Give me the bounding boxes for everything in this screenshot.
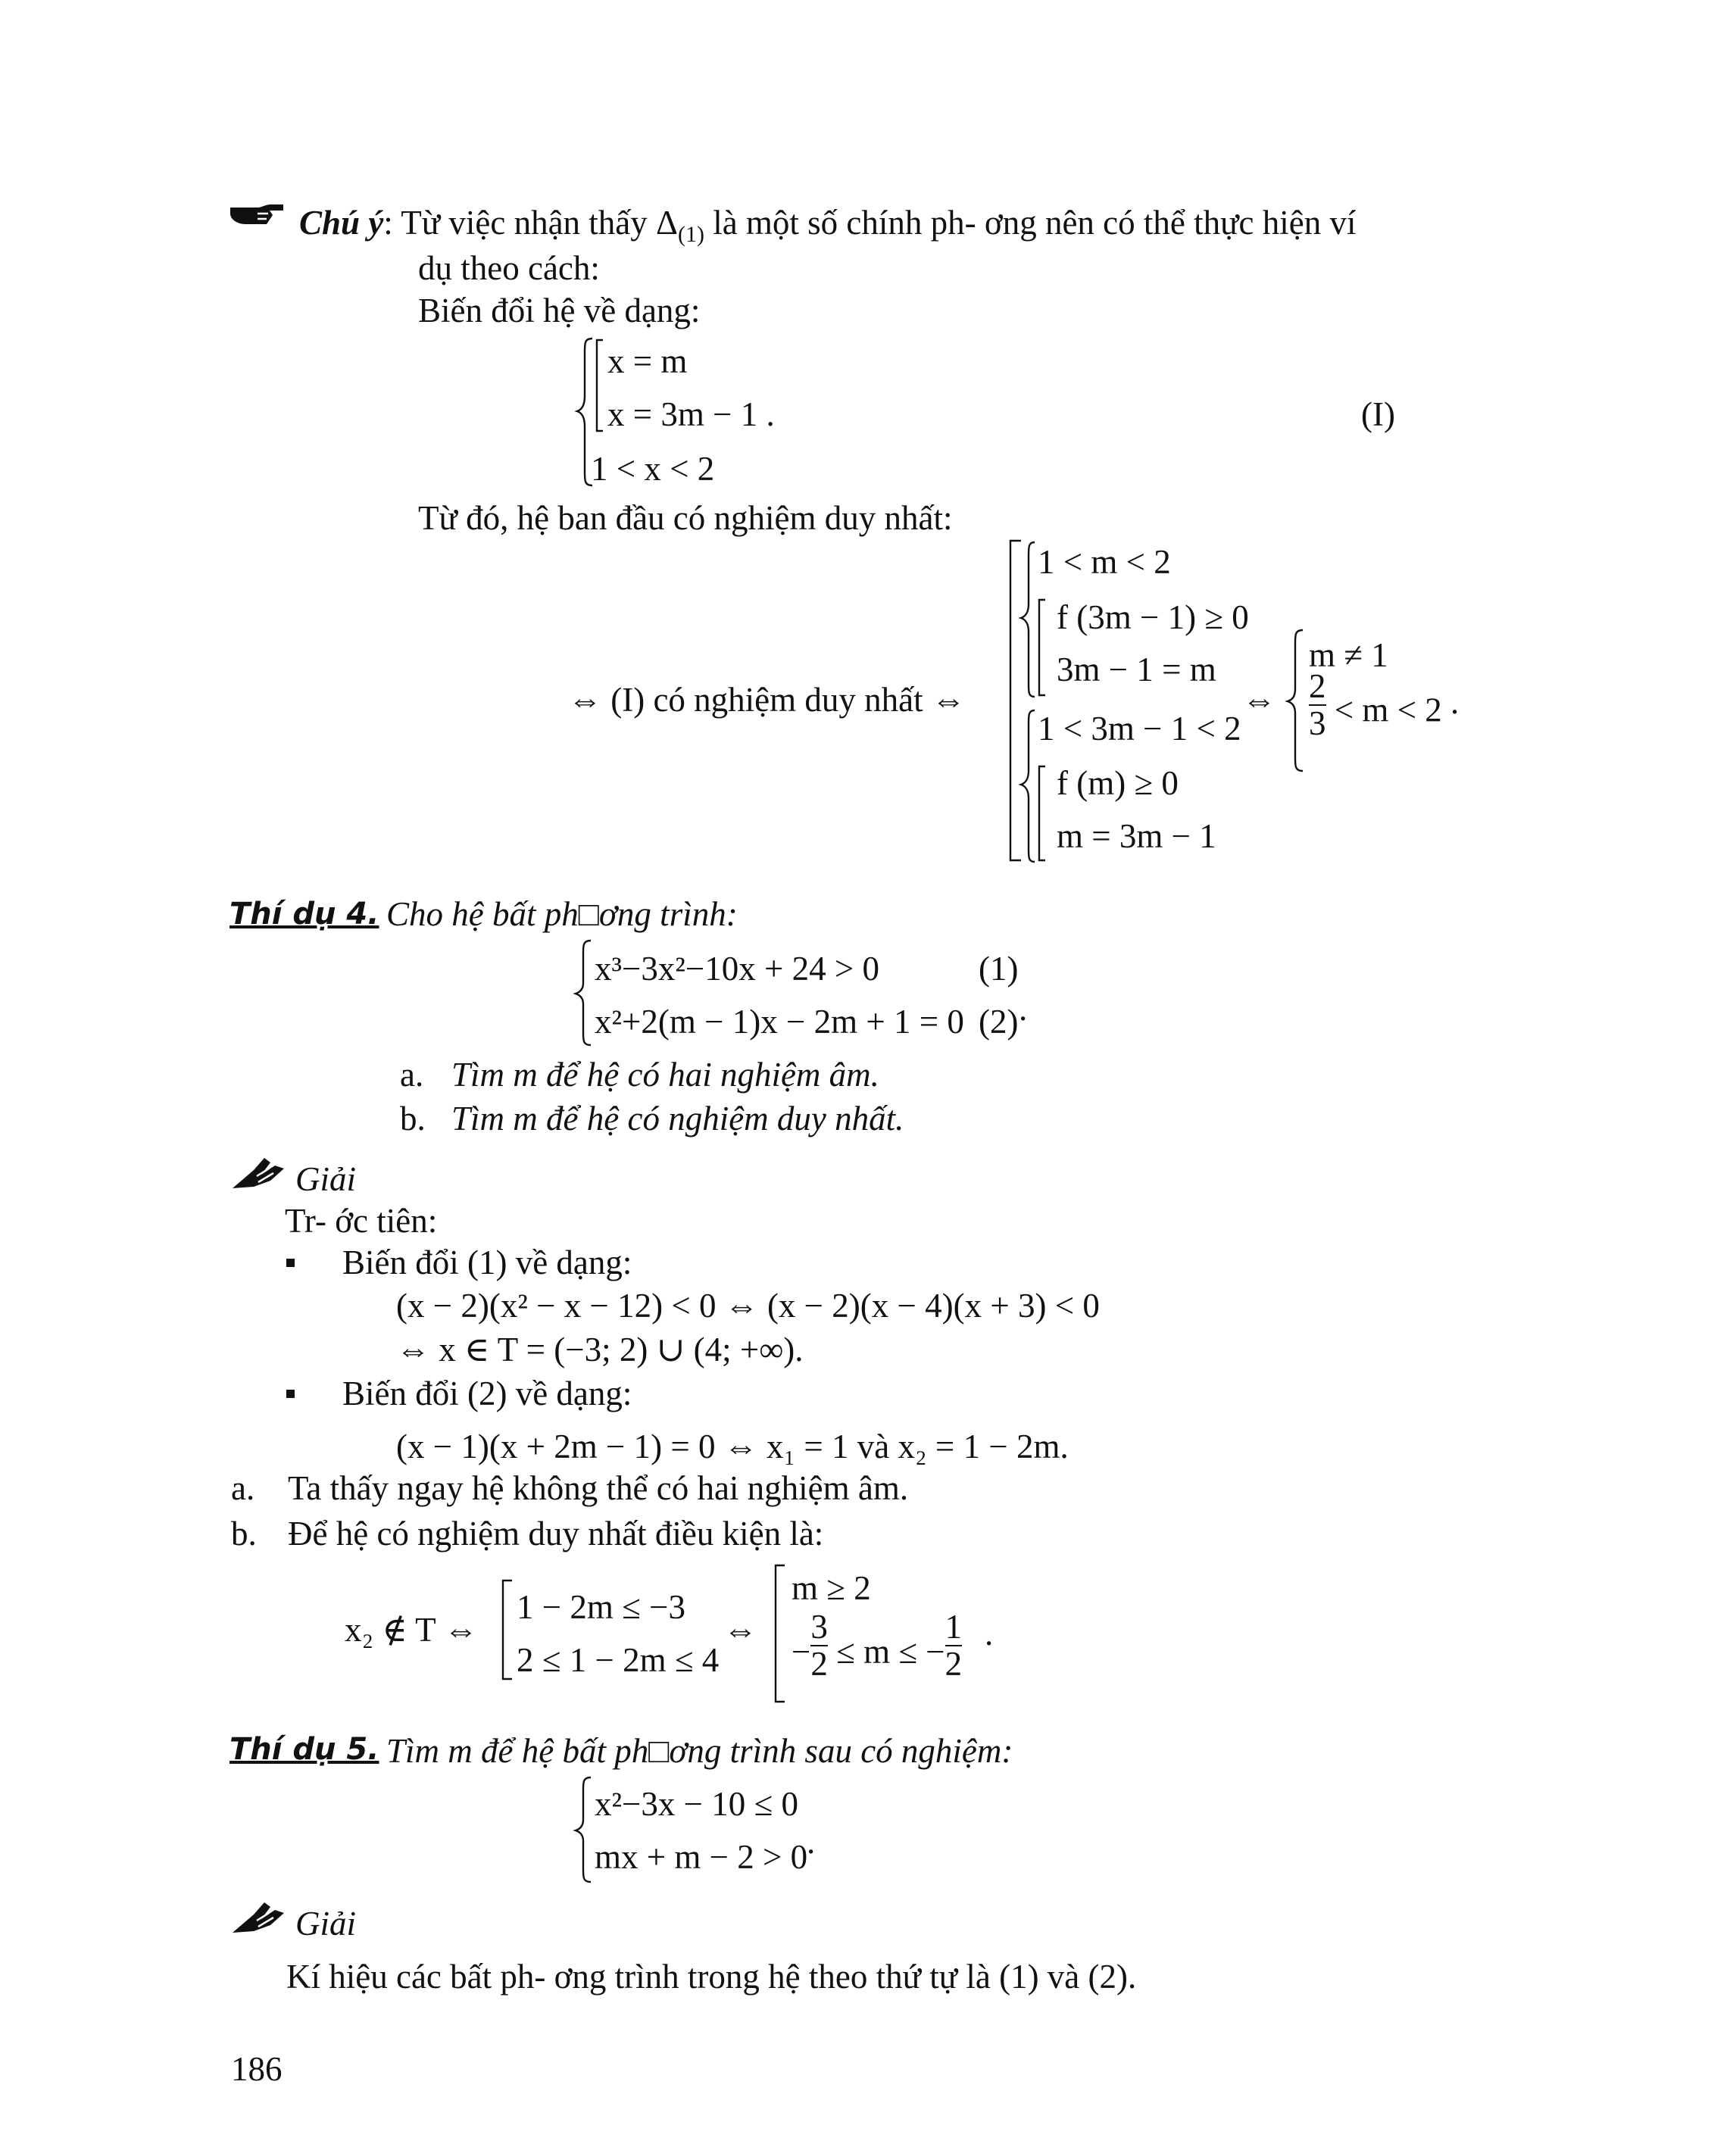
ex4-res-bracket (773, 1564, 788, 1704)
note-label: Chú ý (299, 204, 384, 242)
ex4-ans-b: Để hệ có nghiệm duy nhất điều kiện là: (288, 1515, 824, 1553)
ex4-eq2: x²+2(m − 1)x − 2m + 1 = 0 (595, 1003, 964, 1041)
note-text-a: : Từ việc nhận thấy Δ (383, 204, 678, 242)
res-rest: < m < 2 (1334, 691, 1442, 729)
note-line-4: Từ đó, hệ ban đầu có nghiệm duy nhất: (418, 499, 953, 537)
ex4-res-frac2-den: 2 (944, 1645, 963, 1684)
ex4-qa-text: Tìm m để hệ có hai nghiệm âm. (451, 1056, 879, 1094)
ex4-res-1: m ≥ 2 (792, 1569, 871, 1607)
ex5-period: . (807, 1823, 816, 1861)
ex4-ans-a-label: a. (231, 1469, 255, 1507)
sys-line-b: x = 3m − 1 . (607, 395, 775, 433)
note-line-1 (299, 206, 1356, 246)
writing-hand-icon (231, 1899, 286, 1940)
ex5-heading: Thí dụ 5. (229, 1732, 379, 1767)
ex4-res-frac1-num: 3 (810, 1608, 828, 1646)
ex4-qa-label: a. (400, 1056, 424, 1094)
equiv-mid: ⇔ (1242, 681, 1276, 719)
sys-line-a: x = m (607, 342, 688, 380)
ex4-res-period: . (985, 1615, 994, 1652)
ex4-ans-a: Ta thấy ngay hệ không thể có hai nghiệm âm. (288, 1469, 909, 1507)
ex4-ans-b-label: b. (231, 1515, 257, 1553)
system-tag: (I) (1361, 395, 1395, 433)
cond-5: f (m) ≥ 0 (1057, 764, 1179, 802)
equiv-left: ⇔ (I) có nghiệm duy nhất ⇔ (568, 681, 966, 719)
ex5-eq1: x²−3x − 10 ≤ 0 (595, 1785, 798, 1823)
ex4-intro: Cho hệ bất ph□ơng trình: (386, 895, 738, 933)
ex4-res-mid: ≤ m ≤ − (836, 1633, 945, 1671)
ex4-period: . (1019, 990, 1028, 1028)
ex5-eq2: mx + m − 2 > 0 (595, 1838, 808, 1876)
ex4-qb-label: b. (400, 1100, 426, 1137)
cond-6: m = 3m − 1 (1057, 817, 1216, 855)
ex4-qb-text: Tìm m để hệ có nghiệm duy nhất. (451, 1100, 904, 1137)
res-line-2 (1309, 667, 1442, 743)
note-line-3: Biến đổi hệ về dạng: (418, 292, 701, 329)
ex4-res-minus: − (792, 1633, 811, 1671)
ex4-eq2-tag: (2) (979, 1003, 1019, 1041)
ex4-res-2 (792, 1608, 963, 1684)
writing-hand-icon (231, 1155, 286, 1196)
ex5-text: Kí hiệu các bất ph- ơng trình trong hệ theo thứ tự là (1) và (2). (286, 1958, 1137, 1996)
ex4-cond-mid: ⇔ (723, 1611, 757, 1649)
ex4-res-frac1-den: 2 (810, 1645, 828, 1684)
ex4-cond-1: 1 − 2m ≤ −3 (517, 1588, 685, 1626)
sys-line-c: 1 < x < 2 (591, 450, 715, 488)
ex4-cond-left: x₂ ∉ T ⇔ (345, 1611, 479, 1649)
res-frac-num: 2 (1309, 667, 1326, 705)
ex4-eq1-tag: (1) (979, 950, 1019, 988)
ex4-first: Tr- ớc tiên: (285, 1202, 438, 1240)
page-number: 186 (231, 2050, 283, 2088)
ex5-intro: Tìm m để hệ bất ph□ơng trình sau có nghiệm: (386, 1732, 1013, 1770)
ex4-step2: Biến đổi (2) về dạng: (342, 1375, 632, 1412)
ex4-brace (574, 939, 597, 1047)
pointing-hand-icon (227, 198, 286, 235)
ex4-cond-2: 2 ≤ 1 − 2m ≤ 4 (517, 1641, 720, 1679)
ex5-brace (574, 1776, 597, 1883)
ex4-res-frac2-num: 1 (944, 1608, 963, 1646)
bullet-1 (286, 1259, 295, 1267)
note-line-2: dụ theo cách: (418, 249, 600, 287)
note-text-b: là một số chính ph- ơng nên có thể thực hiện ví (704, 204, 1357, 242)
ex4-step1-eq2: ⇔ x ∈ T = (−3; 2) ∪ (4; +∞). (396, 1331, 804, 1368)
ex4-step1: Biến đổi (1) về dạng: (342, 1244, 632, 1281)
big-bracket (1007, 538, 1076, 863)
cond-3: 3m − 1 = m (1057, 651, 1216, 688)
bullet-2 (286, 1390, 295, 1398)
cond-4: 1 < 3m − 1 < 2 (1038, 710, 1241, 747)
res-line-1: m ≠ 1 (1309, 636, 1388, 674)
ex4-step2-eq: (x − 1)(x + 2m − 1) = 0 ⇔ x₁ = 1 và x₂ = 1 − 2m. (396, 1428, 1069, 1465)
ex4-step1-eq1: (x − 2)(x² − x − 12) < 0 ⇔ (x − 2)(x − 4)(x + 3) < 0 (396, 1287, 1100, 1325)
cond-1: 1 < m < 2 (1038, 543, 1171, 581)
res-frac-den: 3 (1309, 704, 1326, 743)
ex4-solve-label: Giải (295, 1160, 357, 1198)
ex4-cond-bracket (500, 1579, 515, 1681)
res-period: . (1450, 683, 1460, 721)
brace-result (1286, 629, 1309, 772)
note-sub: (1) (677, 222, 704, 247)
ex5-solve-label: Giải (295, 1905, 357, 1943)
ex4-heading: Thí dụ 4. (229, 897, 379, 932)
cond-2: f (3m − 1) ≥ 0 (1057, 598, 1249, 636)
ex4-eq1: x³−3x²−10x + 24 > 0 (595, 950, 879, 988)
